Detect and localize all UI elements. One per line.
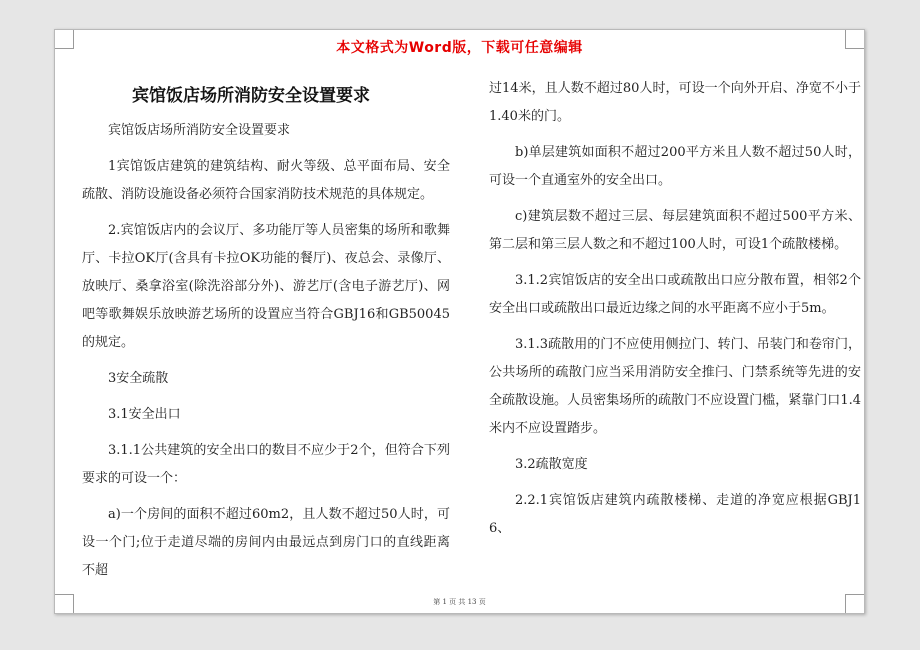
paragraph: 1宾馆饭店建筑的建筑结构、耐火等级、总平面布局、安全疏散、消防设施设备必须符合国家消防技术规范的具体规定。	[82, 159, 450, 202]
document-page	[54, 29, 865, 614]
section-heading: 3.1安全出口	[108, 407, 181, 422]
paragraph: c)建筑层数不超过三层、每层建筑面积不超过500平方米、第二层和第三层人数之和不超过100人时，可设1个疏散楼梯。	[489, 209, 861, 252]
paragraph: b)单层建筑如面积不超过200平方米且人数不超过50人时，可设一个直通室外的安全出口。	[489, 145, 861, 188]
paragraph: 3.1.1公共建筑的安全出口的数目不应少于2个，但符合下列要求的可设一个：	[82, 443, 450, 486]
paragraph: 3.1.3疏散用的门不应使用侧拉门、转门、吊装门和卷帘门，公共场所的疏散门应当采用消防安全推闩、门禁系统等先进的安全疏散设施。人员密集场所的疏散门不应设置门槛，紧靠门口1.4米内不应设置踏步。	[489, 337, 861, 436]
document-title: 宾馆饭店场所消防安全设置要求	[132, 86, 370, 106]
section-heading: 3安全疏散	[108, 371, 169, 386]
paragraph: 2.宾馆饭店内的会议厅、多功能厅等人员密集的场所和歌舞厅、卡拉OK厅(含具有卡拉OK功能的餐厅)、夜总会、录像厅、放映厅、桑拿浴室(除洗浴部分外)、游艺厅(含电子游艺厅)、网吧等歌舞娱乐放映游艺场所的设置应当符合GBJ16和GB50045的规定。	[82, 223, 450, 350]
paragraph-continuation: 过14米，且人数不超过80人时，可设一个向外开启、净宽不小于1.40米的门。	[489, 81, 861, 124]
paragraph: 2.2.1宾馆饭店建筑内疏散楼梯、走道的净宽应根据GBJ16、	[489, 493, 861, 536]
paragraph: 宾馆饭店场所消防安全设置要求	[108, 123, 291, 138]
page-number-footer: 第 1 页 共 13 页	[433, 598, 486, 606]
paragraph: 3.1.2宾馆饭店的安全出口或疏散出口应分散布置，相邻2个安全出口或疏散出口最近边缘之间的水平距离不应小于5m。	[489, 273, 861, 316]
word-format-banner: 本文格式为Word版，下载可任意编辑	[336, 40, 583, 56]
section-heading: 3.2疏散宽度	[515, 457, 588, 472]
left-column	[82, 84, 450, 593]
right-column	[489, 75, 861, 551]
paragraph: a)一个房间的面积不超过60m2，且人数不超过50人时，可设一个门;位于走道尽端的房间内由最远点到房门口的直线距离不超	[82, 507, 450, 578]
